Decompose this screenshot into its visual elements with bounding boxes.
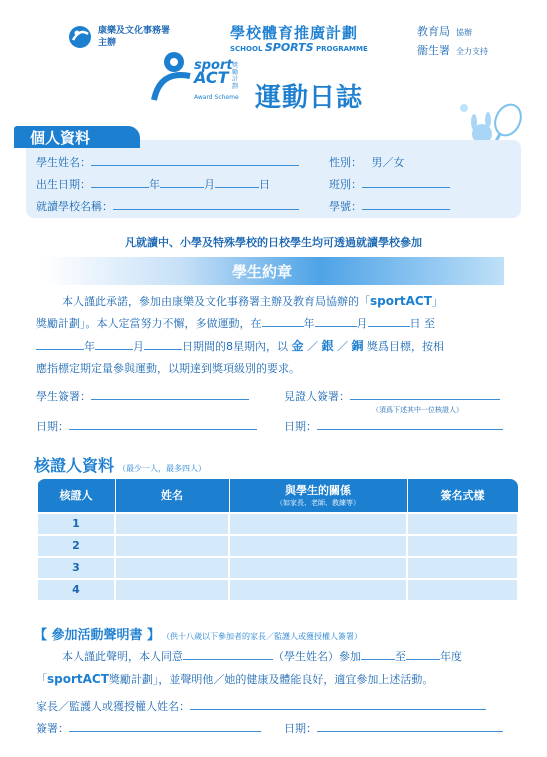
table-row: [37, 557, 518, 579]
student-name-field[interactable]: [91, 165, 299, 166]
header-name: 姓名: [115, 479, 229, 513]
school-field[interactable]: [113, 209, 299, 210]
sportact-sub: Award Scheme: [194, 94, 239, 101]
student-date-field[interactable]: [69, 429, 257, 430]
guardian-sign-label: 簽署：: [36, 722, 69, 735]
gender-label: 性別：: [329, 156, 362, 169]
pledge-start-day[interactable]: [368, 326, 410, 327]
decl-l1c: 至: [395, 650, 406, 663]
signature-cell[interactable]: [407, 579, 518, 601]
student-date-label: 日期：: [36, 420, 69, 433]
name-cell[interactable]: [115, 535, 229, 557]
decl-l2b: 獎勵計劃」，並聲明他／她的健康及體能良好，適宜參加上述活動。: [108, 673, 434, 686]
dob-day-unit: 日: [259, 178, 270, 191]
sportact-word-1: sport: [194, 58, 233, 73]
pledge-p3b: 獎爲目標，按相: [367, 340, 445, 353]
pledge-end-year[interactable]: [36, 349, 84, 350]
award-silver[interactable]: 銀: [321, 339, 334, 353]
pledge-start-year[interactable]: [262, 326, 304, 327]
row-number: 1: [37, 513, 115, 535]
relationship-cell[interactable]: [229, 535, 407, 557]
relationship-label: 與學生的關係: [285, 484, 351, 498]
witness-count-note: （最少一人，最多四人）: [118, 464, 207, 473]
dob-label: 出生日期：: [36, 178, 91, 191]
pledge-end-month-unit: 月: [133, 340, 144, 353]
pledge-p1: 本人謹此承諾，參加由康樂及文化事務署主辦及教育局協辦的「: [62, 295, 370, 308]
gender-value[interactable]: 男／女: [371, 156, 405, 169]
decl-l1a: 本人謹此聲明，本人同意: [62, 650, 183, 663]
header-relationship: [229, 479, 407, 513]
dob-year-field[interactable]: [91, 187, 149, 188]
row-number: 2: [37, 535, 115, 557]
decl-l1d: 年度: [440, 650, 462, 663]
relationship-cell[interactable]: [229, 579, 407, 601]
lcsd-logo: [68, 24, 170, 50]
signature-cell[interactable]: [407, 557, 518, 579]
decl-from-year[interactable]: [361, 659, 395, 660]
school-sports-logo: [230, 22, 368, 54]
header-signature: 簽名式樣: [407, 479, 518, 513]
class-label: 班別：: [329, 178, 362, 191]
relationship-note: （如家長、老師、教練等）: [276, 499, 360, 508]
pledge-start-month[interactable]: [315, 326, 357, 327]
relationship-cell[interactable]: [229, 557, 407, 579]
pledge-p3: 日期間的8星期內，以: [182, 340, 288, 353]
decl-l2a: 「: [36, 673, 47, 686]
edb-role: 協辦: [456, 28, 472, 37]
lcsd-emblem-icon: [68, 24, 92, 50]
sportact-word-2: ACT: [194, 68, 229, 87]
class-field[interactable]: [362, 187, 450, 188]
pledge-title: 學生約章: [232, 263, 293, 281]
dob-month-unit: 月: [204, 178, 215, 191]
dob-day-field[interactable]: [215, 187, 259, 188]
student-sign-field[interactable]: [91, 399, 249, 400]
pledge-month-unit: 月: [356, 317, 368, 330]
student-name-label: 學生姓名：: [36, 156, 91, 169]
decl-student-name[interactable]: [183, 659, 273, 660]
decl-brand: sportACT: [47, 672, 109, 686]
dh-role: 全力支持: [456, 47, 488, 56]
guardian-date-field[interactable]: [317, 731, 503, 732]
pledge-end-month[interactable]: [95, 349, 133, 350]
row-number: 4: [37, 579, 115, 601]
edb-name: 教育局: [417, 25, 450, 38]
pledge-end-day[interactable]: [144, 349, 182, 350]
witness-section-title: [34, 453, 206, 476]
name-cell[interactable]: [115, 579, 229, 601]
pledge-year-unit: 年: [303, 317, 315, 330]
student-sign-label: 學生簽署：: [36, 390, 91, 403]
program-name: 學校體育推廣計劃: [230, 24, 359, 42]
sportact-logo: [150, 50, 250, 110]
decl-to-year[interactable]: [406, 659, 440, 660]
pledge-brand: sportACT: [370, 294, 432, 308]
page-title: 運動日誌: [255, 83, 364, 113]
sportact-figure-icon: [150, 50, 194, 106]
row-number: 3: [37, 557, 115, 579]
relationship-cell[interactable]: [229, 513, 407, 535]
declaration-note: （供十八歲以下參加者的家長／監護人或獲授權人簽署）: [166, 632, 363, 641]
declaration-title: 【 參加活動聲明書 】: [34, 628, 161, 643]
award-bronze[interactable]: 銅: [351, 339, 364, 353]
pledge-text: 本人謹此承諾，參加由康樂及文化事務署主辦及教育局協辦的「sportACT」 獎勵計劃」。本人定當努力不懈，多做運動，在 年 月 日 至 年 月 日期間的8星期內，以 金 ／ 銀 ／ 銅 獎爲目標，按相 應指標定期定量參與運動，以期達到獎項級別的要求。: [36, 290, 514, 380]
witness-sign-label: 見證人簽署：: [284, 390, 350, 403]
guardian-sign-field[interactable]: [69, 731, 261, 732]
witness-note: （須爲下述其中一位核證人）: [372, 406, 463, 414]
signature-cell[interactable]: [407, 513, 518, 535]
pledge-p4: 應指標定期定量參與運動，以期達到獎項級別的要求。: [36, 362, 300, 375]
signature-cell[interactable]: [407, 535, 518, 557]
witness-title: 核證人資料: [34, 456, 115, 475]
pledge-day-to: 日 至: [409, 317, 435, 330]
declaration-section-title: [34, 624, 362, 643]
award-gold[interactable]: 金: [291, 339, 304, 353]
school-label: 就讀學校名稱：: [36, 200, 113, 213]
student-no-field[interactable]: [362, 209, 450, 210]
table-row: [37, 513, 518, 535]
name-cell[interactable]: [115, 557, 229, 579]
dob-month-field[interactable]: [160, 187, 204, 188]
header-witness: 核證人: [37, 479, 115, 513]
dh-name: 衞生署: [417, 44, 450, 57]
dept-role: 主辦: [98, 38, 117, 48]
witness-date-field[interactable]: [317, 429, 503, 430]
witness-table: [36, 478, 519, 602]
witness-sign-field[interactable]: [350, 399, 500, 400]
witness-date-label: 日期：: [284, 420, 317, 433]
eligibility-notice: 凡就讀中、小學及特殊學校的日校學生均可透過就讀學校參加: [125, 236, 422, 249]
program-en-2: SPORTS: [264, 41, 314, 54]
declaration-text: [36, 646, 516, 691]
program-en-3: PROGRAMME: [316, 45, 368, 53]
pledge-p2: 獎勵計劃」。本人定當努力不懈，多做運動，在: [36, 317, 262, 330]
table-row: [37, 535, 518, 557]
personal-info-title: 個人資料: [14, 126, 140, 148]
dept-name: 康樂及文化事務署: [98, 26, 171, 36]
name-cell[interactable]: [115, 513, 229, 535]
sportact-side: 獎勵計劃: [232, 62, 239, 90]
guardian-date-label: 日期：: [284, 722, 317, 735]
pledge-end-year-unit: 年: [84, 340, 95, 353]
guardian-name-field[interactable]: [190, 709, 486, 710]
supporting-depts: [417, 23, 488, 61]
dob-year-unit: 年: [149, 178, 160, 191]
guardian-name-label: 家長／監護人或獲授權人姓名：: [36, 700, 190, 713]
student-no-label: 學號：: [329, 200, 362, 213]
decl-l1b: （學生姓名）參加: [273, 650, 361, 663]
program-en-1: SCHOOL: [230, 45, 263, 53]
table-row: [37, 579, 518, 601]
